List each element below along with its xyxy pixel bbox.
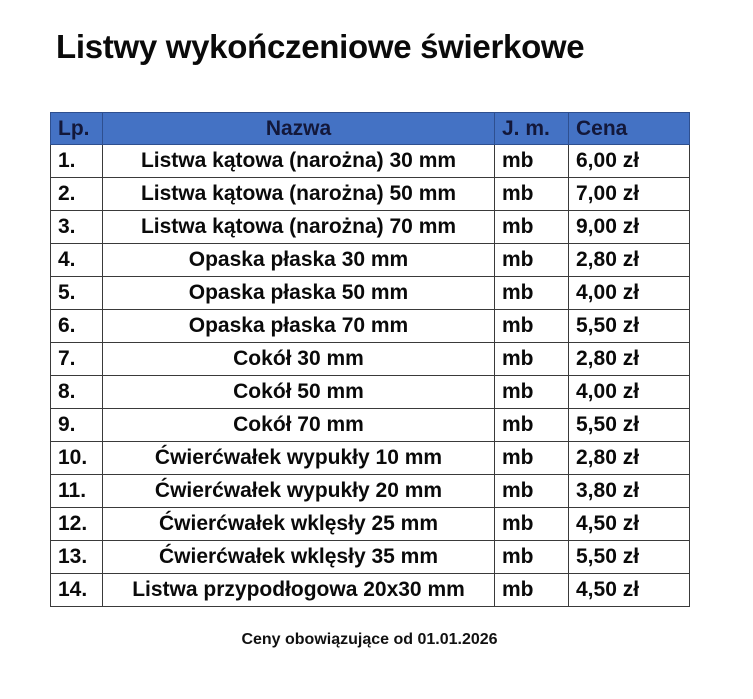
cell-name: Opaska płaska 50 mm bbox=[103, 277, 495, 310]
cell-price: 9,00 zł bbox=[569, 211, 690, 244]
cell-price: 4,50 zł bbox=[569, 574, 690, 607]
cell-name: Ćwierćwałek wklęsły 35 mm bbox=[103, 541, 495, 574]
cell-lp: 4. bbox=[51, 244, 103, 277]
table-row bbox=[51, 475, 690, 508]
cell-name: Cokół 70 mm bbox=[103, 409, 495, 442]
header-lp: Lp. bbox=[51, 113, 103, 145]
table-row bbox=[51, 343, 690, 376]
cell-unit: mb bbox=[495, 277, 569, 310]
cell-lp: 10. bbox=[51, 442, 103, 475]
table-row bbox=[51, 310, 690, 343]
cell-lp: 11. bbox=[51, 475, 103, 508]
cell-unit: mb bbox=[495, 574, 569, 607]
table-row bbox=[51, 442, 690, 475]
table-row bbox=[51, 376, 690, 409]
table-row bbox=[51, 145, 690, 178]
cell-lp: 2. bbox=[51, 178, 103, 211]
cell-unit: mb bbox=[495, 343, 569, 376]
cell-name: Cokół 30 mm bbox=[103, 343, 495, 376]
price-validity-note: Ceny obowiązujące od 01.01.2026 bbox=[241, 631, 498, 648]
cell-unit: mb bbox=[495, 475, 569, 508]
cell-lp: 8. bbox=[51, 376, 103, 409]
table-row bbox=[51, 541, 690, 574]
cell-price: 4,00 zł bbox=[569, 376, 690, 409]
header-name: Nazwa bbox=[103, 113, 495, 145]
cell-name: Cokół 50 mm bbox=[103, 376, 495, 409]
price-table bbox=[50, 112, 690, 607]
table-row bbox=[51, 574, 690, 607]
cell-unit: mb bbox=[495, 376, 569, 409]
cell-lp: 13. bbox=[51, 541, 103, 574]
cell-unit: mb bbox=[495, 508, 569, 541]
cell-price: 4,00 zł bbox=[569, 277, 690, 310]
cell-name: Opaska płaska 30 mm bbox=[103, 244, 495, 277]
cell-unit: mb bbox=[495, 145, 569, 178]
cell-unit: mb bbox=[495, 178, 569, 211]
cell-price: 4,50 zł bbox=[569, 508, 690, 541]
cell-price: 2,80 zł bbox=[569, 343, 690, 376]
table-row bbox=[51, 244, 690, 277]
cell-name: Listwa kątowa (narożna) 50 mm bbox=[103, 178, 495, 211]
cell-price: 3,80 zł bbox=[569, 475, 690, 508]
header-price: Cena bbox=[569, 113, 690, 145]
table-row bbox=[51, 211, 690, 244]
table-row bbox=[51, 178, 690, 211]
header-unit: J. m. bbox=[495, 113, 569, 145]
cell-price: 5,50 zł bbox=[569, 409, 690, 442]
cell-price: 6,00 zł bbox=[569, 145, 690, 178]
page-title: Listwy wykończeniowe świerkowe bbox=[56, 28, 585, 65]
cell-price: 7,00 zł bbox=[569, 178, 690, 211]
cell-name: Ćwierćwałek wypukły 20 mm bbox=[103, 475, 495, 508]
table-row bbox=[51, 508, 690, 541]
cell-unit: mb bbox=[495, 310, 569, 343]
cell-name: Ćwierćwałek wypukły 10 mm bbox=[103, 442, 495, 475]
cell-price: 2,80 zł bbox=[569, 244, 690, 277]
cell-lp: 7. bbox=[51, 343, 103, 376]
cell-name: Listwa kątowa (narożna) 70 mm bbox=[103, 211, 495, 244]
cell-lp: 6. bbox=[51, 310, 103, 343]
cell-unit: mb bbox=[495, 442, 569, 475]
cell-lp: 9. bbox=[51, 409, 103, 442]
cell-lp: 14. bbox=[51, 574, 103, 607]
table-body bbox=[51, 145, 690, 607]
table-header bbox=[51, 113, 690, 145]
cell-unit: mb bbox=[495, 541, 569, 574]
table-row bbox=[51, 409, 690, 442]
cell-lp: 5. bbox=[51, 277, 103, 310]
table-row bbox=[51, 277, 690, 310]
header-row bbox=[51, 113, 690, 145]
cell-price: 2,80 zł bbox=[569, 442, 690, 475]
cell-name: Listwa przypodłogowa 20x30 mm bbox=[103, 574, 495, 607]
cell-name: Ćwierćwałek wklęsły 25 mm bbox=[103, 508, 495, 541]
cell-name: Listwa kątowa (narożna) 30 mm bbox=[103, 145, 495, 178]
cell-unit: mb bbox=[495, 244, 569, 277]
cell-lp: 3. bbox=[51, 211, 103, 244]
cell-unit: mb bbox=[495, 211, 569, 244]
cell-lp: 12. bbox=[51, 508, 103, 541]
cell-price: 5,50 zł bbox=[569, 541, 690, 574]
cell-name: Opaska płaska 70 mm bbox=[103, 310, 495, 343]
cell-lp: 1. bbox=[51, 145, 103, 178]
cell-price: 5,50 zł bbox=[569, 310, 690, 343]
cell-unit: mb bbox=[495, 409, 569, 442]
